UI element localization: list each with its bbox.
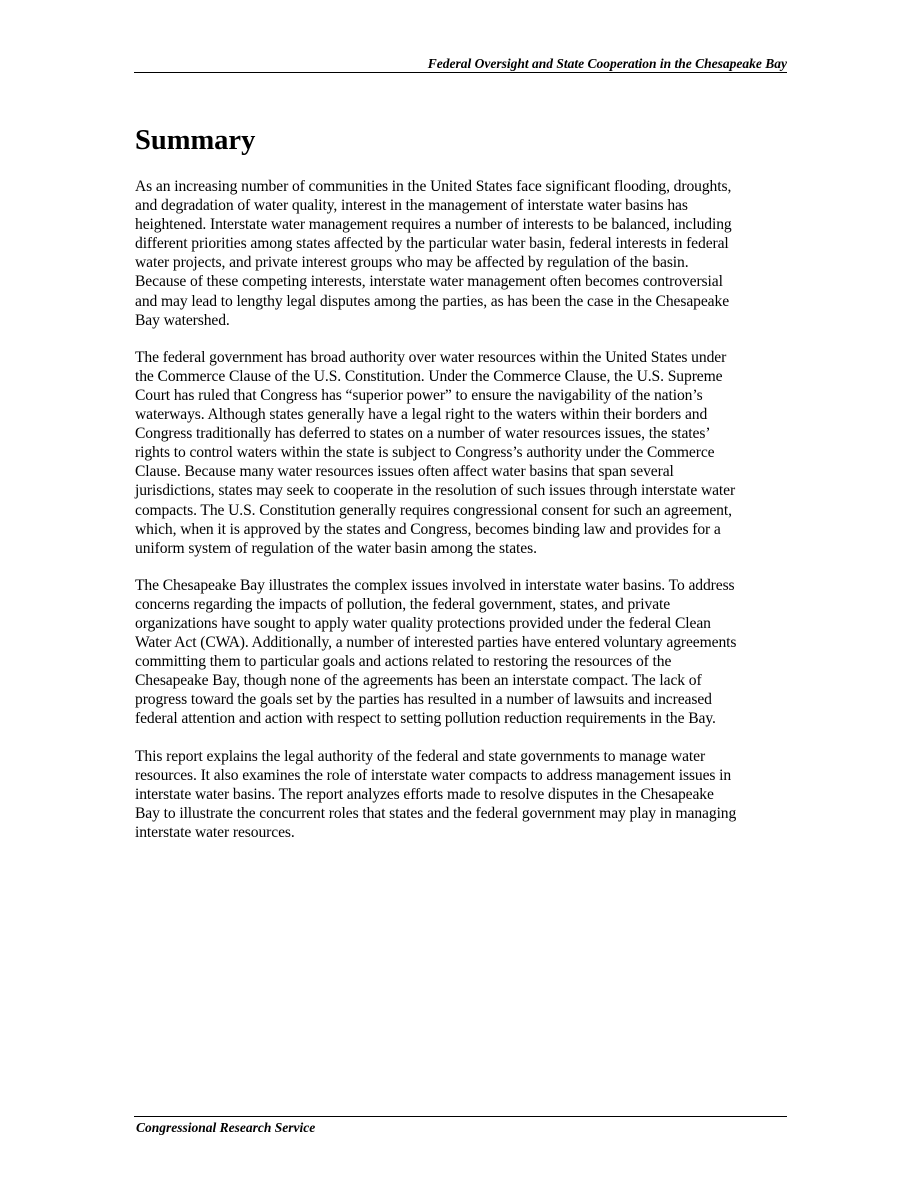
running-header: Federal Oversight and State Cooperation in the Chesapeake Bay xyxy=(427,56,787,71)
footer-divider xyxy=(134,1116,787,1117)
paragraph-2: The federal government has broad authority over water resources within the United States under the Commerce Clause of the U.S. Constitution. Under the Commerce Clause, the U.S. Supreme Court has ruled that Congress has “superior power” to ensure the navigability of the nation’s waterways. Although states generally have a legal right to the waters within their borders and Congress traditionally has deferred to states on a number of water resources issues, the states’ rights to control waters within the state is subject to Congress’s authority under the Commerce Clause. Because many water resources issues often affect water basins that span several jurisdictions, states may seek to cooperate in the resolution of such issues through interstate water compacts. The U.S. Constitution generally requires congressional consent for such an agreement, which, when it is approved by the states and Congress, becomes binding law and provides for a uniform system of regulation of the water basin among the states. xyxy=(135,348,736,557)
footer-organization: Congressional Research Service xyxy=(136,1120,316,1135)
page-title: Summary xyxy=(135,125,256,156)
paragraph-4: This report explains the legal authority of the federal and state governments to manage water resources. It also examines the role of interstate water compacts to address management issues in interstate water basins. The report analyzes efforts made to resolve disputes in the Chesapeake Bay to illustrate the concurrent roles that states and the federal government may play in managing interstate water resources. xyxy=(135,747,737,841)
paragraph-1: As an increasing number of communities in the United States face significant flooding, droughts, and degradation of water quality, interest in the management of interstate water basins has heightened. Interstate water management requires a number of interests to be balanced, including different priorities among states affected by the particular water basin, federal interests in federal water projects, and private interest groups who may be affected by regulation of the basin. Because of these competing interests, interstate water management often becomes controversial and may lead to lengthy legal disputes among the parties, as has been the case in the Chesapeake Bay watershed. xyxy=(135,178,732,329)
header-divider xyxy=(134,72,787,73)
summary-body xyxy=(135,177,795,860)
paragraph-3: The Chesapeake Bay illustrates the complex issues involved in interstate water basins. To address concerns regarding the impacts of pollution, the federal government, states, and private organizations have sought to apply water quality protections provided under the federal Clean Water Act (CWA). Additionally, a number of interested parties have entered voluntary agreements committing them to particular goals and actions related to restoring the resources of the Chesapeake Bay, though none of the agreements has been an interstate compact. The lack of progress toward the goals set by the parties has resulted in a number of lawsuits and increased federal attention and action with respect to setting pollution reduction requirements in the Bay. xyxy=(135,576,737,728)
